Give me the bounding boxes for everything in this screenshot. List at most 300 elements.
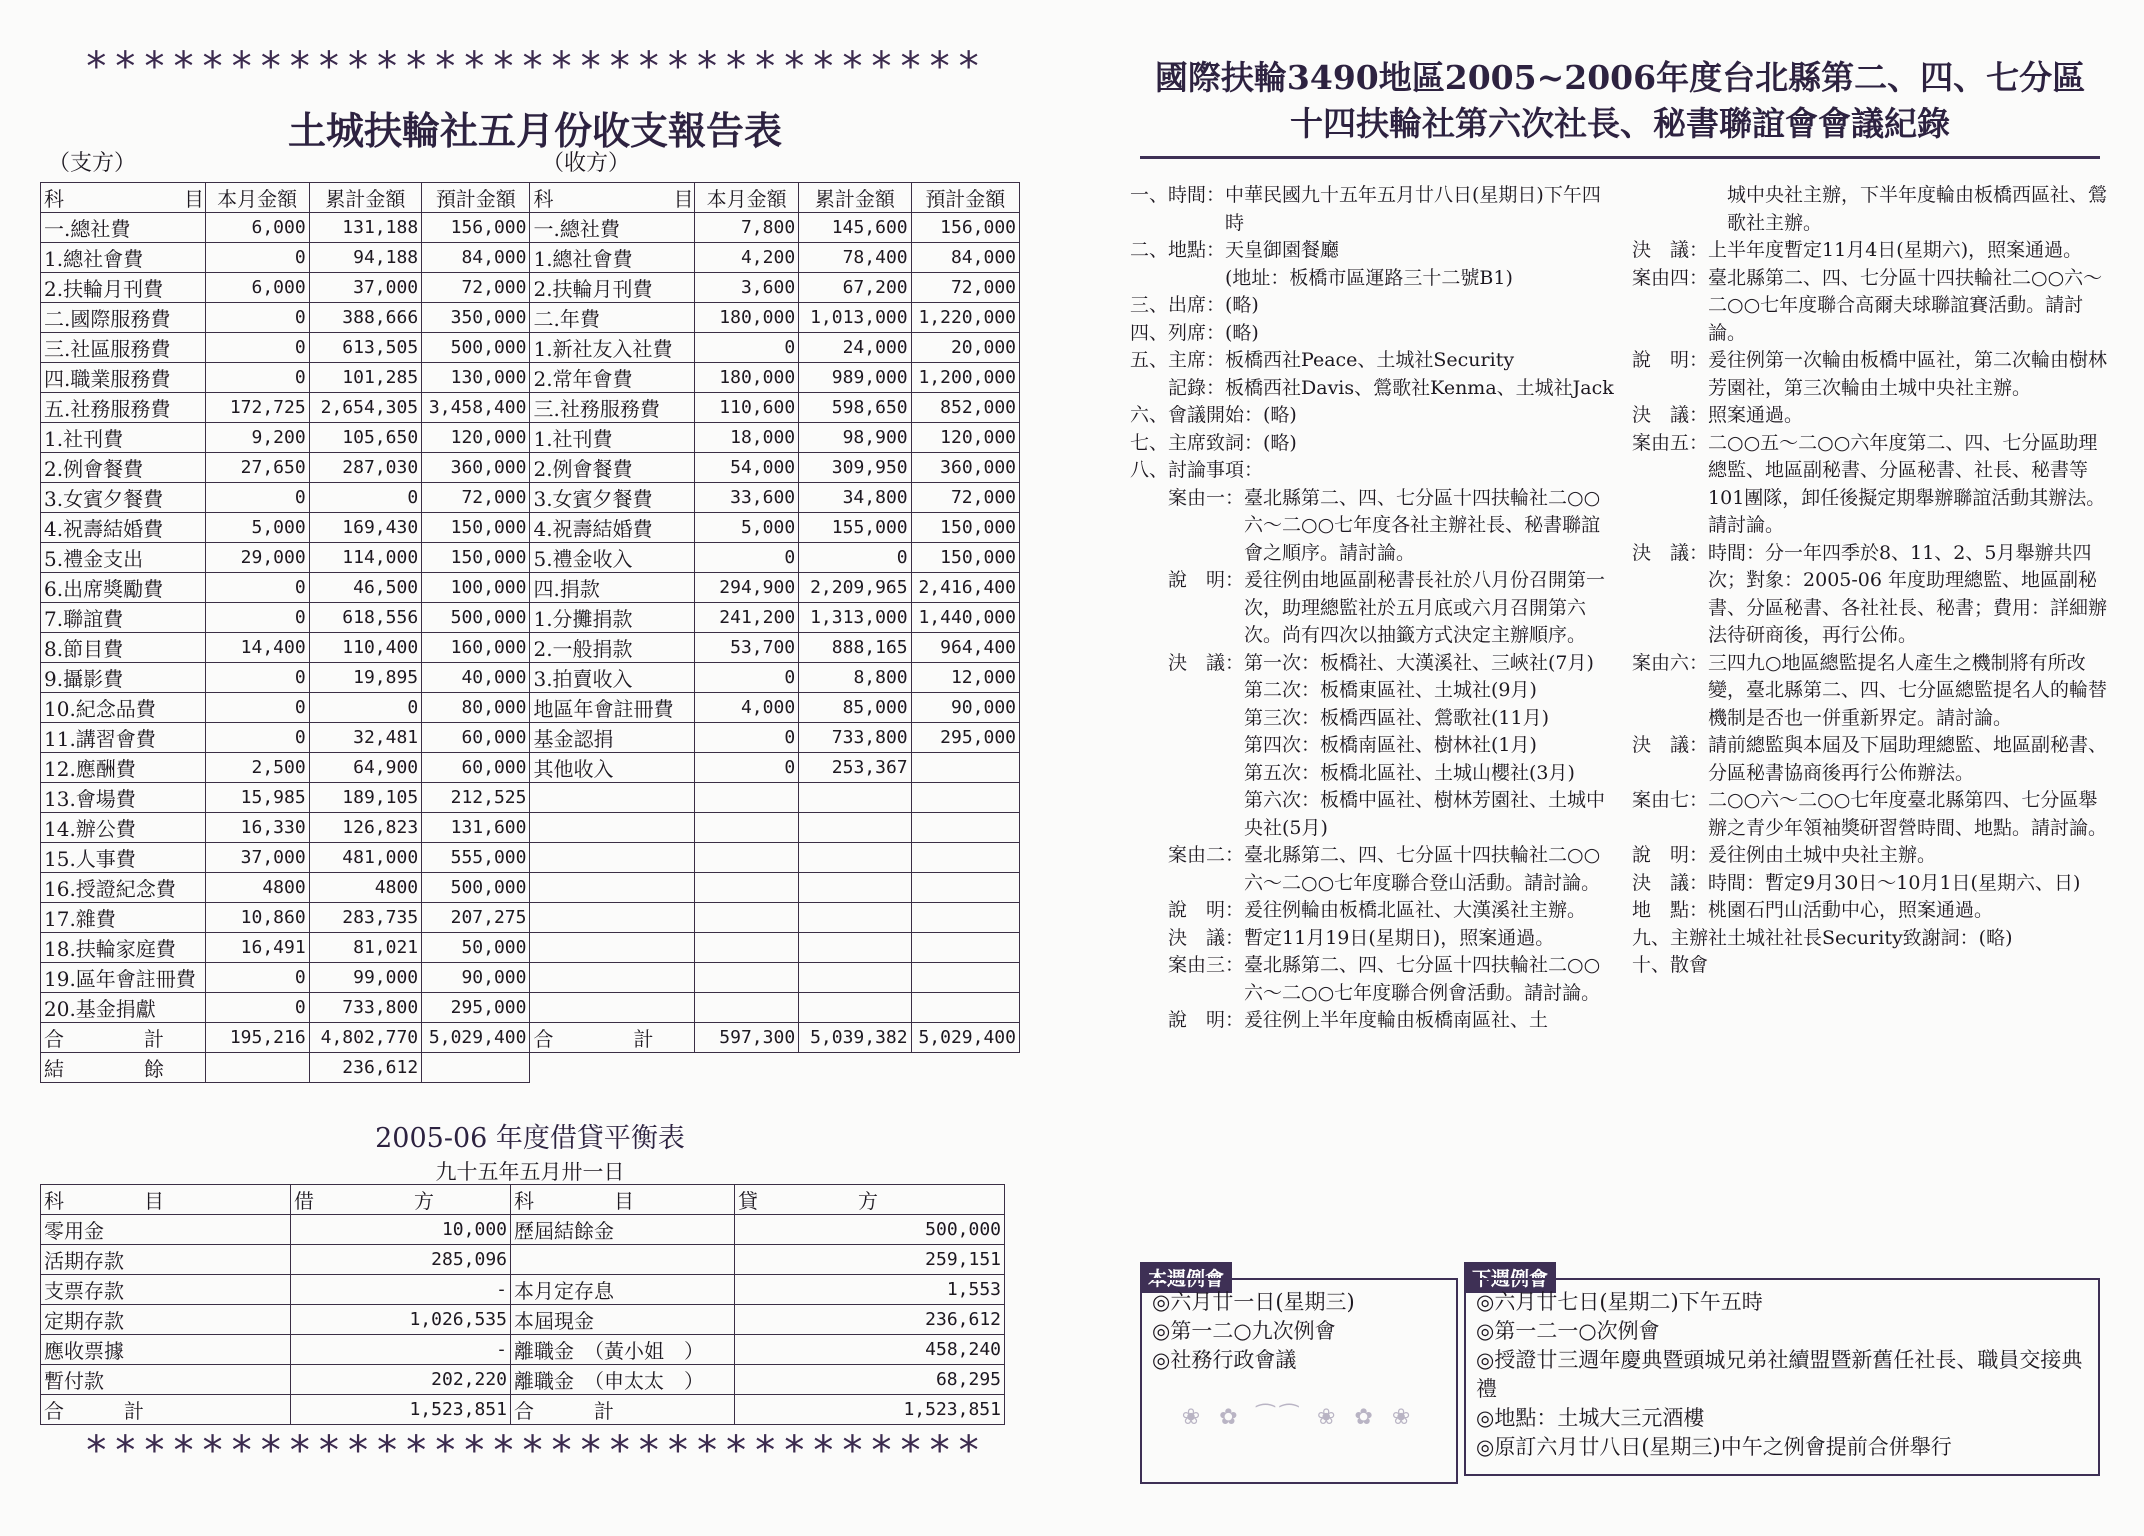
amount-cell: 0: [205, 663, 309, 693]
item-cell: 三.社區服務費: [41, 333, 206, 363]
minutes-item: [1632, 182, 2112, 237]
amount-cell: 180,000: [695, 363, 799, 393]
amount-cell: 150,000: [422, 543, 530, 573]
amount-cell: 72,000: [911, 273, 1019, 303]
item-cell: 4.祝壽結婚費: [530, 513, 695, 543]
amount-cell: 37,000: [309, 273, 421, 303]
bs-total-label: 合 計: [41, 1395, 291, 1425]
minutes-item: [1130, 650, 1618, 678]
minutes-item-text: 第一次：板橋社、大漢溪社、三峽社(7月): [1244, 651, 1594, 674]
minutes-item-text: 爰往例上半年度輪由板橋南區社、土: [1244, 1009, 1549, 1031]
table-row: [41, 663, 1020, 693]
amount-cell: 0: [695, 333, 799, 363]
balance-row: [41, 1053, 1020, 1083]
minutes-item: [1130, 1007, 1618, 1035]
debit-amount: 285,096: [291, 1245, 511, 1275]
amount-cell: 295,000: [911, 723, 1019, 753]
minutes-item-label: 案由一：: [1130, 486, 1245, 509]
amount-cell: 78,400: [799, 243, 911, 273]
amount-cell: 169,430: [309, 513, 421, 543]
minutes-item-text: 散會: [1670, 954, 1709, 976]
minutes-item: [1130, 732, 1618, 760]
amount-cell: 388,666: [309, 303, 421, 333]
amount-cell: 180,000: [695, 303, 799, 333]
amount-cell: 733,800: [309, 993, 421, 1023]
minutes-item-label: 一、時間：: [1130, 184, 1226, 206]
credit-item: 本月定存息: [511, 1275, 735, 1305]
minutes-item-text: [1263, 457, 1618, 485]
column-header: 預計金額: [422, 183, 530, 213]
item-cell: 1.總社會費: [530, 243, 695, 273]
amount-cell: 598,650: [799, 393, 911, 423]
amount-cell: 1,220,000: [911, 303, 1019, 333]
minutes-item-text: 二○○六～二○○七年度臺北縣第四、七分區舉辦之青少年領袖獎研習營時間、地點。請討論。: [1708, 789, 2108, 839]
bs-total-amount: 1,523,851: [291, 1395, 511, 1425]
amount-cell: [799, 843, 911, 873]
amount-cell: 2,654,305: [309, 393, 421, 423]
amount-cell: 4800: [205, 873, 309, 903]
amount-cell: 1,440,000: [911, 603, 1019, 633]
table-row: [41, 333, 1020, 363]
amount-cell: 67,200: [799, 273, 911, 303]
minutes-item: [1632, 842, 2112, 870]
amount-cell: 5,000: [205, 513, 309, 543]
credit-item: 本屆現金: [511, 1305, 735, 1335]
amount-cell: 207,275: [422, 903, 530, 933]
amount-cell: 0: [799, 543, 911, 573]
item-cell: 基金認捐: [530, 723, 695, 753]
minutes-item-text: (地址：板橋市區運路三十二號B1): [1225, 266, 1513, 289]
table-header-row: [41, 183, 1020, 213]
this-week-label: 本週例會: [1140, 1262, 1232, 1293]
minutes-item-label: [1130, 265, 1225, 293]
item-cell: [530, 903, 695, 933]
amount-cell: 14,400: [205, 633, 309, 663]
total-amount: 597,300: [695, 1023, 799, 1053]
amount-cell: 733,800: [799, 723, 911, 753]
minutes-item: [1130, 320, 1618, 348]
minutes-item: [1130, 705, 1618, 733]
amount-cell: 100,000: [422, 573, 530, 603]
bs-row: [41, 1335, 1005, 1365]
amount-cell: 241,200: [695, 603, 799, 633]
amount-cell: 94,188: [309, 243, 421, 273]
amount-cell: 350,000: [422, 303, 530, 333]
minutes-item-label: 案由二：: [1130, 844, 1245, 866]
amount-cell: 0: [205, 693, 309, 723]
amount-cell: 90,000: [422, 963, 530, 993]
item-cell: 3.女賓夕餐費: [530, 483, 695, 513]
table-row: [41, 603, 1020, 633]
minutes-item-label: 說 明：: [1632, 349, 1709, 371]
minutes-item: [1632, 347, 2112, 402]
balance-amount: [205, 1053, 309, 1083]
minutes-item-label: 二、地點：: [1130, 239, 1226, 261]
item-cell: 17.雜費: [41, 903, 206, 933]
item-cell: 19.區年會註冊費: [41, 963, 206, 993]
minutes-column-1: [1130, 182, 1618, 1035]
next-week-item: ◎第一二一○次例會: [1476, 1319, 1660, 1343]
amount-cell: 0: [205, 723, 309, 753]
column-header: 預計金額: [911, 183, 1019, 213]
amount-cell: [911, 783, 1019, 813]
table-row: [41, 513, 1020, 543]
minutes-item-label: 四、列席：: [1130, 321, 1226, 344]
amount-cell: 40,000: [422, 663, 530, 693]
amount-cell: 3,600: [695, 273, 799, 303]
amount-cell: 34,800: [799, 483, 911, 513]
amount-cell: 2,209,965: [799, 573, 911, 603]
empty-cell: [799, 1053, 911, 1083]
amount-cell: 6,000: [205, 273, 309, 303]
minutes-page: [1120, 0, 2120, 1536]
minutes-item: [1130, 265, 1618, 293]
amount-cell: 0: [205, 363, 309, 393]
amount-cell: 60,000: [422, 723, 530, 753]
minutes-item-text: 時間：暫定9月30日～10月1日(星期六、日): [1708, 871, 2081, 894]
bs-total-label: 合 計: [511, 1395, 735, 1425]
minutes-item-label: 說 明：: [1632, 844, 1709, 866]
item-cell: 18.扶輪家庭費: [41, 933, 206, 963]
amount-cell: 156,000: [911, 213, 1019, 243]
amount-cell: [695, 873, 799, 903]
table-row: [41, 213, 1020, 243]
minutes-item-text: 第四次：板橋南區社、樹林社(1月): [1244, 734, 1537, 756]
amount-cell: 90,000: [911, 693, 1019, 723]
column-header: 累計金額: [799, 183, 911, 213]
minutes-item: [1632, 925, 2112, 953]
amount-cell: 0: [205, 243, 309, 273]
minutes-item: [1130, 347, 1618, 375]
amount-cell: 287,030: [309, 453, 421, 483]
credit-amount: 259,151: [735, 1245, 1005, 1275]
amount-cell: 500,000: [422, 873, 530, 903]
amount-cell: 0: [205, 573, 309, 603]
amount-cell: 295,000: [422, 993, 530, 1023]
this-week-item: ◎六月廿一日(星期三): [1152, 1290, 1355, 1314]
amount-cell: [799, 963, 911, 993]
debit-amount: -: [291, 1275, 511, 1305]
table-row: [41, 843, 1020, 873]
amount-cell: 46,500: [309, 573, 421, 603]
item-cell: 1.新社友入社費: [530, 333, 695, 363]
item-cell: [530, 843, 695, 873]
credit-item: 歷屆結餘金: [511, 1215, 735, 1245]
item-cell: 9.攝影費: [41, 663, 206, 693]
amount-cell: 33,600: [695, 483, 799, 513]
minutes-item-text: 請前總監與本屆及下屆助理總監、地區副秘書、分區秘書協商後再行公佈辦法。: [1708, 734, 2108, 784]
minutes-item: [1632, 870, 2112, 898]
bs-column-header: 借 方: [291, 1185, 511, 1215]
amount-cell: 24,000: [799, 333, 911, 363]
minutes-item-text: 板橋西社Davis、鶯歌社Kenma、土城社Jack: [1225, 376, 1614, 399]
credit-amount: 1,553: [735, 1275, 1005, 1305]
column-header: 科 目: [530, 183, 695, 213]
table-row: [41, 723, 1020, 753]
amount-cell: 613,505: [309, 333, 421, 363]
item-cell: 12.應酬費: [41, 753, 206, 783]
credit-item: 離職金 （申太太 ）: [511, 1365, 735, 1395]
amount-cell: 9,200: [205, 423, 309, 453]
minutes-item-text: 爰往例第一次輪由板橋中區社，第二次輪由樹林芳園社，第三次輪由土城中央社主辦。: [1708, 349, 2108, 399]
next-week-label: 下週例會: [1464, 1262, 1556, 1293]
amount-cell: [695, 813, 799, 843]
minutes-item-label: [1632, 182, 1727, 237]
total-row: [41, 1023, 1020, 1053]
this-week-item: ◎社務行政會議: [1152, 1348, 1297, 1372]
minutes-item: [1632, 897, 2112, 925]
minutes-item-label: [1130, 760, 1244, 788]
debit-item: 定期存款: [41, 1305, 291, 1335]
minutes-item: [1130, 292, 1618, 320]
amount-cell: [911, 813, 1019, 843]
bs-row: [41, 1365, 1005, 1395]
table-row: [41, 933, 1020, 963]
item-cell: [530, 933, 695, 963]
amount-cell: 6,000: [205, 213, 309, 243]
minutes-title-line-2: 十四扶輪社第六次社長、秘書聯誼會會議紀錄: [1290, 104, 1950, 143]
amount-cell: 4,200: [695, 243, 799, 273]
balance-amount: 236,612: [309, 1053, 421, 1083]
item-cell: 1.總社會費: [41, 243, 206, 273]
item-cell: 一.總社費: [41, 213, 206, 243]
table-row: [41, 993, 1020, 1023]
minutes-item: [1130, 567, 1618, 650]
amount-cell: 212,525: [422, 783, 530, 813]
amount-cell: 309,950: [799, 453, 911, 483]
amount-cell: 29,000: [205, 543, 309, 573]
amount-cell: 72,000: [422, 483, 530, 513]
amount-cell: 0: [695, 663, 799, 693]
amount-cell: 618,556: [309, 603, 421, 633]
amount-cell: 84,000: [911, 243, 1019, 273]
minutes-item: [1130, 952, 1618, 1007]
item-cell: 地區年會註冊費: [530, 693, 695, 723]
amount-cell: 989,000: [799, 363, 911, 393]
item-cell: 2.扶輪月刊費: [530, 273, 695, 303]
minutes-item-text: 中華民國九十五年五月廿八日(星期日)下午四時: [1225, 184, 1601, 234]
minutes-item-label: [1130, 732, 1244, 760]
minutes-item-label: 十、: [1632, 954, 1671, 976]
amount-cell: 150,000: [911, 513, 1019, 543]
amount-cell: [799, 993, 911, 1023]
bs-row: [41, 1275, 1005, 1305]
minutes-item-label: 八、討論事項：: [1130, 459, 1264, 481]
minutes-item: [1130, 842, 1618, 897]
amount-cell: 10,860: [205, 903, 309, 933]
table-row: [41, 363, 1020, 393]
minutes-item: [1130, 237, 1618, 265]
minutes-item-text: 第五次：板橋北區社、土城山櫻社(3月): [1244, 761, 1575, 784]
minutes-item-label: 案由六：: [1632, 651, 1709, 674]
bs-row: [41, 1245, 1005, 1275]
amount-cell: [911, 753, 1019, 783]
amount-cell: 150,000: [911, 543, 1019, 573]
item-cell: 2.常年會費: [530, 363, 695, 393]
item-cell: 3.女賓夕餐費: [41, 483, 206, 513]
amount-cell: 0: [695, 753, 799, 783]
amount-cell: 120,000: [422, 423, 530, 453]
debit-amount: -: [291, 1335, 511, 1365]
amount-cell: 64,900: [309, 753, 421, 783]
table-row: [41, 693, 1020, 723]
minutes-item: [1130, 457, 1618, 485]
item-cell: [530, 993, 695, 1023]
credit-amount: 236,612: [735, 1305, 1005, 1335]
credit-item: 離職金 （黃小姐 ）: [511, 1335, 735, 1365]
debit-item: 支票存款: [41, 1275, 291, 1305]
minutes-item-text: 臺北縣第二、四、七分區十四扶輪社二○○六～二○○七年度聯合登山活動。請討論。: [1244, 844, 1601, 894]
amount-cell: 0: [695, 543, 799, 573]
amount-cell: 4800: [309, 873, 421, 903]
debit-item: 暫付款: [41, 1365, 291, 1395]
item-cell: 2.例會餐費: [530, 453, 695, 483]
amount-cell: 120,000: [911, 423, 1019, 453]
amount-cell: 1,313,000: [799, 603, 911, 633]
top-star-border: *******************************: [84, 44, 986, 90]
minutes-title-line-1: 國際扶輪3490地區2005~2006年度台北縣第二、四、七分區: [1154, 58, 2086, 97]
item-cell: 五.社務服務費: [41, 393, 206, 423]
item-cell: 10.紀念品費: [41, 693, 206, 723]
amount-cell: 60,000: [422, 753, 530, 783]
amount-cell: 481,000: [309, 843, 421, 873]
amount-cell: [911, 843, 1019, 873]
item-cell: 2.例會餐費: [41, 453, 206, 483]
column-header: 本月金額: [695, 183, 799, 213]
minutes-item-text: 板橋西社Peace、土城社Security: [1225, 349, 1515, 371]
minutes-item: [1130, 402, 1618, 430]
item-cell: 1.分攤捐款: [530, 603, 695, 633]
next-week-item: ◎原訂六月廿八日(星期三)中午之例會提前合併舉行: [1476, 1435, 1952, 1459]
amount-cell: [799, 933, 911, 963]
minutes-item: [1130, 677, 1618, 705]
column-header: 本月金額: [205, 183, 309, 213]
table-row: [41, 753, 1020, 783]
amount-cell: [695, 963, 799, 993]
next-week-item: ◎六月廿七日(星期二)下午五時: [1476, 1290, 1763, 1314]
minutes-item-label: 決 議：: [1130, 926, 1245, 949]
minutes-item-text: (略): [1225, 321, 1259, 344]
amount-cell: 2,500: [205, 753, 309, 783]
amount-cell: 18,000: [695, 423, 799, 453]
minutes-item-text: 桃園石門山活動中心，照案通過。: [1708, 899, 1994, 921]
total-amount: 5,029,400: [911, 1023, 1019, 1053]
table-row: [41, 873, 1020, 903]
table-row: [41, 393, 1020, 423]
debit-amount: 10,000: [291, 1215, 511, 1245]
amount-cell: 110,600: [695, 393, 799, 423]
minutes-item-text: 二○○五～二○○六年度第二、四、七分區助理總監、地區副秘書、分區秘書、社長、秘書等101團隊，卸任後擬定期舉辦聯誼活動其辦法。請討論。: [1708, 431, 2106, 536]
amount-cell: 27,650: [205, 453, 309, 483]
minutes-item-label: 五、主席：: [1130, 349, 1226, 371]
amount-cell: 0: [205, 963, 309, 993]
total-amount: 5,039,382: [799, 1023, 911, 1053]
amount-cell: [911, 993, 1019, 1023]
minutes-item-text: 三四九○地區總監提名人產生之機制將有所改變，臺北縣第二、四、七分區總監提名人的輪替機制是否也一併重新界定。請討論。: [1708, 651, 2108, 729]
item-cell: [530, 813, 695, 843]
item-cell: 6.出席獎勵費: [41, 573, 206, 603]
table-row: [41, 543, 1020, 573]
next-week-box: [1464, 1278, 2100, 1476]
this-week-item: ◎第一二○九次例會: [1152, 1319, 1336, 1343]
amount-cell: 4,000: [695, 693, 799, 723]
item-cell: 14.辦公費: [41, 813, 206, 843]
amount-cell: [695, 903, 799, 933]
amount-cell: 888,165: [799, 633, 911, 663]
item-cell: 8.節目費: [41, 633, 206, 663]
minutes-item: [1632, 402, 2112, 430]
amount-cell: 555,000: [422, 843, 530, 873]
amount-cell: 114,000: [309, 543, 421, 573]
minutes-item-text: 暫定11月19日(星期日)，照案通過。: [1244, 926, 1555, 949]
minutes-item-label: 七、主席致詞：: [1130, 431, 1264, 454]
amount-cell: 360,000: [422, 453, 530, 483]
empty-cell: [911, 1053, 1019, 1083]
this-week-box: [1140, 1278, 1458, 1484]
item-cell: [530, 963, 695, 993]
amount-cell: 0: [205, 993, 309, 1023]
minutes-item: [1632, 787, 2112, 842]
debit-item: 零用金: [41, 1215, 291, 1245]
minutes-item: [1130, 760, 1618, 788]
amount-cell: 145,600: [799, 213, 911, 243]
column-header: 累計金額: [309, 183, 421, 213]
next-week-item: ◎地點：土城大三元酒樓: [1476, 1406, 1705, 1430]
table-row: [41, 273, 1020, 303]
amount-cell: 32,481: [309, 723, 421, 753]
minutes-item-text: 臺北縣第二、四、七分區十四扶輪社二○○六～二○○七年度聯合高爾夫球聯誼賽活動。請討論。: [1708, 266, 2103, 344]
amount-cell: 72,000: [422, 273, 530, 303]
amount-cell: [911, 873, 1019, 903]
amount-cell: 0: [205, 483, 309, 513]
amount-cell: 54,000: [695, 453, 799, 483]
amount-cell: 16,330: [205, 813, 309, 843]
item-cell: [530, 783, 695, 813]
bs-column-header: 貸 方: [735, 1185, 1005, 1215]
amount-cell: 0: [205, 603, 309, 633]
amount-cell: 1,013,000: [799, 303, 911, 333]
minutes-item-label: 決 議：: [1632, 239, 1709, 261]
amount-cell: 189,105: [309, 783, 421, 813]
minutes-item: [1632, 237, 2112, 265]
amount-cell: 131,600: [422, 813, 530, 843]
finance-page: [40, 0, 1030, 1536]
amount-cell: [911, 903, 1019, 933]
item-cell: 5.禮金支出: [41, 543, 206, 573]
balance-sheet-title: 2005-06 年度借貸平衡表: [375, 1123, 685, 1154]
item-cell: 1.社刊費: [530, 423, 695, 453]
minutes-item-text: 天皇御園餐廳: [1225, 239, 1340, 261]
amount-cell: 53,700: [695, 633, 799, 663]
item-cell: 11.講習會費: [41, 723, 206, 753]
total-amount: 195,216: [205, 1023, 309, 1053]
amount-cell: [799, 783, 911, 813]
minutes-item: [1130, 787, 1618, 842]
minutes-item: [1130, 430, 1618, 458]
minutes-item-text: 爰往例由地區副秘書長社於八月份召開第一次，助理總監社於五月底或六月召開第六次。尚有四次以抽籤方式決定主辦順序。: [1244, 569, 1606, 646]
amount-cell: 126,823: [309, 813, 421, 843]
bs-column-header: 科 目: [41, 1185, 291, 1215]
total-label: 合 計: [530, 1023, 695, 1053]
minutes-item-label: [1130, 705, 1244, 733]
table-row: [41, 963, 1020, 993]
amount-cell: 20,000: [911, 333, 1019, 363]
minutes-item-text: 主辦社土城社社長Security致謝詞：(略): [1670, 926, 2013, 949]
amount-cell: 98,900: [799, 423, 911, 453]
debit-item: 活期存款: [41, 1245, 291, 1275]
minutes-item: [1130, 375, 1618, 403]
empty-cell: [695, 1053, 799, 1083]
